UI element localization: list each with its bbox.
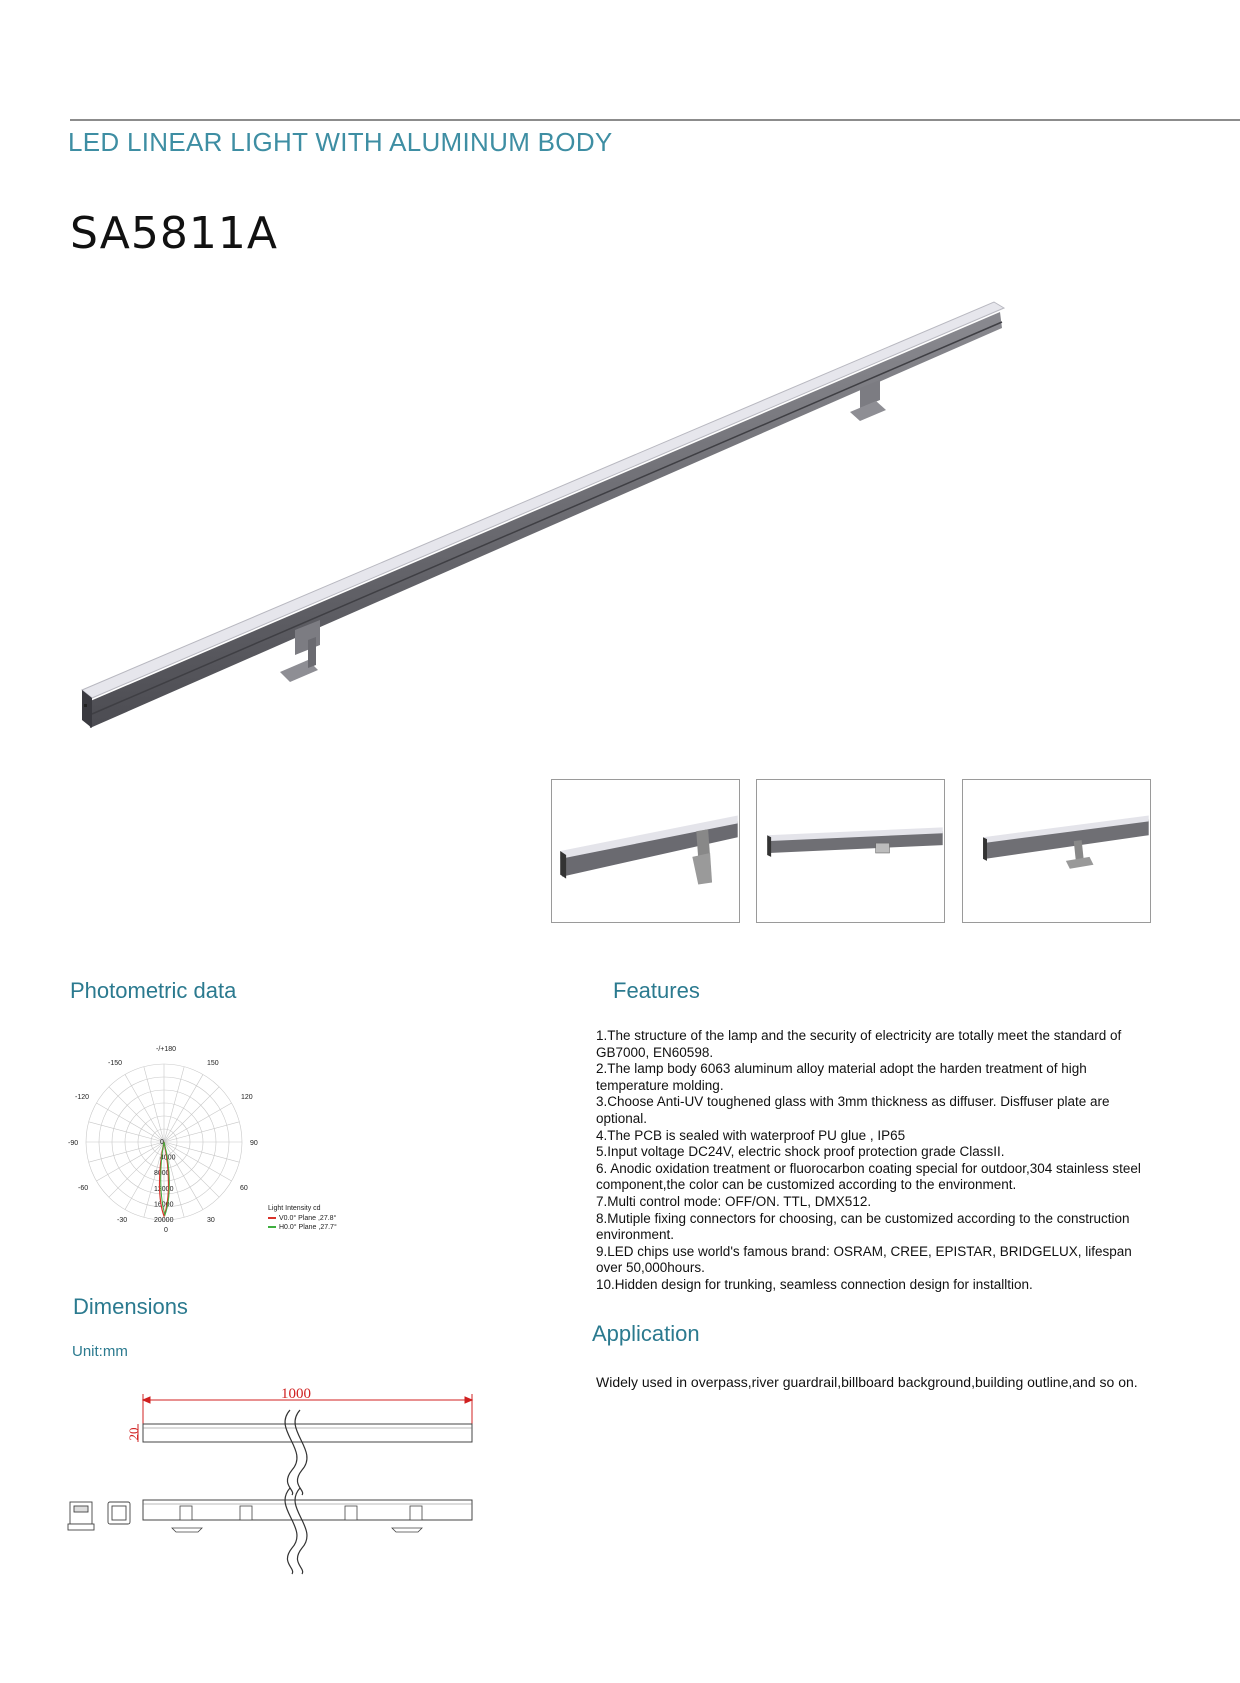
polar-spoke <box>164 1142 203 1210</box>
angle-label-left-high: -120 <box>75 1094 90 1101</box>
angle-label-upper-left: -150 <box>108 1060 123 1067</box>
feature-item: 2.The lamp body 6063 aluminum alloy material adopt the harden treatment of high temperature molding. <box>596 1061 1087 1093</box>
hero-product-image <box>80 300 1080 800</box>
product-category-title: LED LINEAR LIGHT WITH ALUMINUM BODY <box>68 127 613 157</box>
legend-v-plane: V0.0° Plane ,27.8° <box>279 1215 337 1222</box>
angle-label-right-low: 60 <box>240 1185 248 1192</box>
dimension-length: 1000 <box>281 1386 311 1402</box>
angle-label-upper-right: 150 <box>207 1060 219 1067</box>
polar-spoke <box>164 1074 203 1142</box>
feature-item: 3.Choose Anti-UV toughened glass with 3mm thickness as diffuser. Disffuser plate are optional. <box>596 1094 1110 1126</box>
legend-title: Light Intensity cd <box>268 1205 321 1212</box>
detail-thumbnail-3 <box>962 779 1151 923</box>
detail-thumbnail-1 <box>551 779 740 923</box>
photometric-polar-diagram <box>60 1040 380 1250</box>
intensity-tick-label: 0 <box>160 1139 164 1146</box>
cross-section-views <box>68 1502 130 1530</box>
bar-body <box>88 312 1002 728</box>
polar-spoke <box>96 1103 164 1142</box>
intensity-tick-label: 16000 <box>154 1201 174 1209</box>
angle-label-right-high: 120 <box>241 1094 253 1101</box>
angle-label-left-low: -60 <box>78 1185 89 1192</box>
angle-label-bottom: 0 <box>164 1227 168 1234</box>
features-list <box>596 1028 1156 1294</box>
feature-item: 10.Hidden design for trunking, seamless connection design for installtion. <box>596 1276 1033 1292</box>
intensity-tick-label: 20000 <box>154 1217 174 1224</box>
polar-spoke <box>164 1103 232 1142</box>
angle-label-right-mid: 90 <box>250 1140 258 1147</box>
dimensions-drawing <box>60 1380 500 1580</box>
feature-item: 1.The structure of the lamp and the security of electricity are totally meet the standard of GB7000, EN60598. <box>596 1028 1122 1060</box>
dimensions-title: Dimensions <box>73 1294 188 1319</box>
polar-spoke <box>125 1074 164 1142</box>
intensity-tick-label: 4000 <box>160 1154 176 1162</box>
profile-top-view <box>143 1424 472 1442</box>
application-title: Application <box>592 1321 700 1346</box>
product-model-title: SA5811A <box>70 208 278 259</box>
photometric-title: Photometric data <box>70 978 237 1003</box>
feature-item: 5.Input voltage DC24V, electric shock proof protection grade ClassII. <box>596 1144 1005 1160</box>
features-title: Features <box>613 978 700 1003</box>
angle-label-bottom-right: 30 <box>207 1217 215 1224</box>
angle-label-left-mid: -90 <box>68 1140 79 1147</box>
dimension-height: 20 <box>126 1427 141 1441</box>
detail-thumbnail-2 <box>756 779 945 923</box>
application-text: Widely used in overpass,river guardrail,billboard background,building outline,and so on. <box>596 1374 1138 1390</box>
angle-label-bottom-left: -30 <box>117 1217 128 1224</box>
header-rule <box>70 119 1240 121</box>
feature-item: 9.LED chips use world's famous brand: OSRAM, CREE, EPISTAR, BRIDGELUX, lifespan over 50,000hours. <box>596 1243 1132 1276</box>
angle-label-top: -/+180 <box>156 1046 177 1053</box>
legend-h-plane: H0.0° Plane ,27.7° <box>279 1224 337 1231</box>
dimensions-unit: Unit:mm <box>72 1343 128 1360</box>
feature-item: 6. Anodic oxidation treatment or fluorocarbon coating special for outdoor,304 stainless steel component,the color can be customized according to the environment. <box>596 1160 1141 1193</box>
feature-item: 8.Mutiple fixing connectors for choosing, can be customized according to the construction environment. <box>596 1210 1130 1243</box>
polar-spoke <box>109 1087 164 1142</box>
intensity-tick-label: 12000 <box>154 1185 174 1193</box>
feature-item: 7.Multi control mode: OFF/ON. TTL, DMX512. <box>596 1193 872 1209</box>
bar-diffuser <box>82 302 1004 698</box>
intensity-tick-label: 8000 <box>154 1170 170 1178</box>
polar-spoke <box>164 1087 219 1142</box>
feature-item: 4.The PCB is sealed with waterproof PU glue , IP65 <box>596 1127 906 1143</box>
